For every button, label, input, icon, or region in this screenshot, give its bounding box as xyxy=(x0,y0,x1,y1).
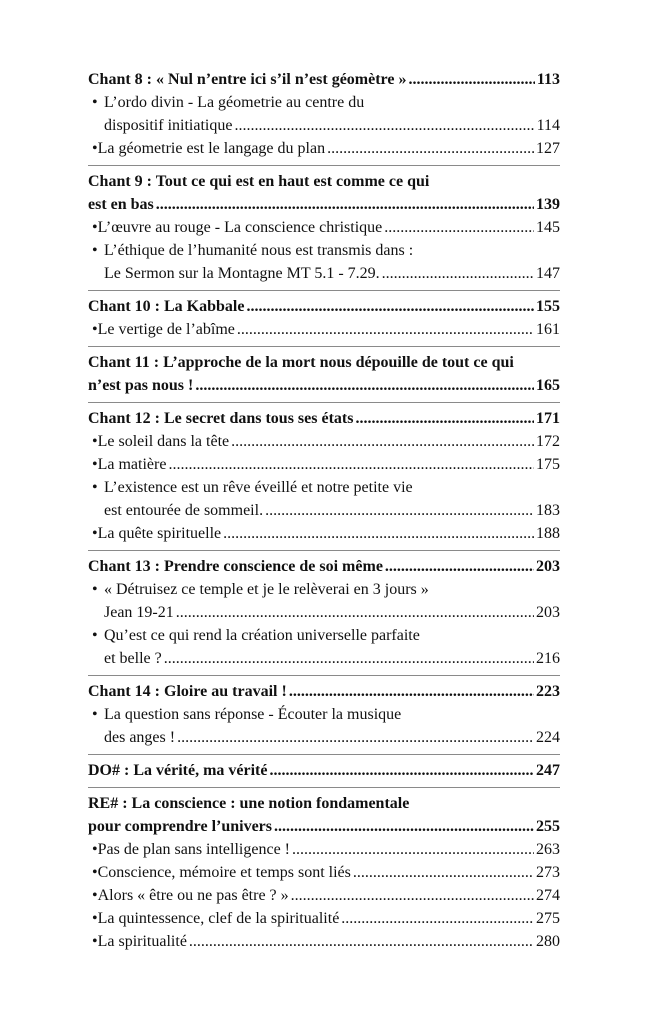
page-number: 273 xyxy=(536,864,560,881)
bullet-icon: • xyxy=(92,94,98,111)
dot-leader xyxy=(177,726,534,749)
page-number: 223 xyxy=(536,683,560,700)
dot-leader xyxy=(269,759,534,782)
page-number: 280 xyxy=(536,933,560,950)
bullet-icon: • xyxy=(92,581,98,598)
dot-leader xyxy=(164,647,534,670)
toc-entry-line xyxy=(92,476,560,499)
chapter-heading-line xyxy=(88,351,560,374)
dot-leader xyxy=(385,555,534,578)
chapter-heading-line xyxy=(88,170,560,193)
section-item xyxy=(88,930,560,953)
bullet-icon: • xyxy=(92,933,98,950)
bullet-icon: • xyxy=(92,140,98,157)
page-number: 274 xyxy=(536,887,560,904)
section-item xyxy=(88,578,560,624)
section-item xyxy=(88,91,560,137)
page-number: 113 xyxy=(536,71,560,88)
section-item xyxy=(88,907,560,930)
dot-leader xyxy=(292,838,534,861)
toc-entry-line xyxy=(92,578,560,601)
bullet-icon: • xyxy=(92,219,98,236)
entry-title: et belle ? xyxy=(104,650,162,667)
dot-leader xyxy=(223,522,534,545)
dot-leader xyxy=(289,680,534,703)
chapter-block xyxy=(88,675,560,754)
bullet-icon: • xyxy=(92,479,98,496)
bullet-icon: • xyxy=(92,321,98,338)
toc-entry-line xyxy=(104,114,560,137)
page-number: 275 xyxy=(536,910,560,927)
entry-title: Chant 8 : « Nul n’entre ici s’il n’est géomètre » xyxy=(88,71,407,88)
toc-entry-line xyxy=(104,262,560,285)
entry-title: Jean 19-21 xyxy=(104,604,174,621)
section-item xyxy=(88,884,560,907)
entry-title: La spiritualité xyxy=(97,933,187,950)
chapter-heading-line xyxy=(88,759,560,782)
chapter-heading-line xyxy=(88,374,560,397)
toc-entry-line xyxy=(92,703,560,726)
entry-title: Chant 9 : Tout ce qui est en haut est comme ce qui xyxy=(88,173,430,190)
entry-title: Alors « être ou ne pas être ? » xyxy=(97,887,289,904)
section-item xyxy=(88,216,560,239)
dot-leader xyxy=(274,815,534,838)
dot-leader xyxy=(234,114,534,137)
toc-entry-line xyxy=(92,930,560,953)
entry-title: des anges ! xyxy=(104,729,176,746)
dot-leader xyxy=(341,907,534,930)
toc-entry-line xyxy=(92,838,560,861)
entry-title: DO# : La vérité, ma vérité xyxy=(88,762,268,779)
bullet-icon: • xyxy=(92,841,98,858)
entry-title: Chant 14 : Gloire au travail ! xyxy=(88,683,287,700)
dot-leader xyxy=(265,499,534,522)
entry-title: Chant 11 : L’approche de la mort nous dépouille de tout ce qui xyxy=(88,354,514,371)
dot-leader xyxy=(246,295,534,318)
entry-title: Chant 13 : Prendre conscience de soi même xyxy=(88,558,383,575)
toc-entry-line xyxy=(92,884,560,907)
dot-leader xyxy=(168,453,534,476)
toc-entry-line xyxy=(92,239,560,262)
entry-title: La matière xyxy=(97,456,167,473)
chapter-heading-line xyxy=(88,792,560,815)
page-number: 147 xyxy=(536,265,560,282)
dot-leader xyxy=(384,216,534,239)
chapter-heading-line xyxy=(88,68,560,91)
dot-leader xyxy=(176,601,534,624)
chapter-heading-line xyxy=(88,295,560,318)
entry-title: Conscience, mémoire et temps sont liés xyxy=(97,864,351,881)
bullet-icon: • xyxy=(92,627,98,644)
bullet-icon: • xyxy=(92,706,98,723)
dot-leader xyxy=(291,884,534,907)
page-number: 224 xyxy=(536,729,560,746)
toc-entry-line xyxy=(92,318,560,341)
section-item xyxy=(88,453,560,476)
page-number: 161 xyxy=(536,321,560,338)
chapter-block xyxy=(88,402,560,550)
chapter-heading-line xyxy=(88,815,560,838)
toc-entry-line xyxy=(104,726,560,749)
bullet-icon: • xyxy=(92,887,98,904)
entry-title: est entourée de sommeil. xyxy=(104,502,264,519)
page-number: 203 xyxy=(536,604,560,621)
section-item xyxy=(88,522,560,545)
entry-title: n’est pas nous ! xyxy=(88,377,194,394)
section-item xyxy=(88,476,560,522)
entry-title: dispositif initiatique xyxy=(104,117,233,134)
entry-title: Le vertige de l’abîme xyxy=(97,321,235,338)
section-item xyxy=(88,430,560,453)
page-number: 155 xyxy=(536,298,560,315)
toc-entry-line xyxy=(92,907,560,930)
section-item xyxy=(88,239,560,285)
section-item xyxy=(88,838,560,861)
bullet-icon: • xyxy=(92,525,98,542)
page-number: 203 xyxy=(536,558,560,575)
entry-title: Chant 10 : La Kabbale xyxy=(88,298,245,315)
dot-leader xyxy=(237,318,534,341)
dot-leader xyxy=(382,262,534,285)
page-number: 255 xyxy=(536,818,560,835)
page-number: 188 xyxy=(536,525,560,542)
toc-entry-line xyxy=(104,499,560,522)
dot-leader xyxy=(327,137,534,160)
dot-leader xyxy=(231,430,534,453)
dot-leader xyxy=(189,930,534,953)
entry-title: pour comprendre l’univers xyxy=(88,818,273,835)
page-number: 127 xyxy=(536,140,560,157)
page-number: 172 xyxy=(536,433,560,450)
chapter-block xyxy=(88,68,560,165)
toc-entry-line xyxy=(92,624,560,647)
entry-title: Le Sermon sur la Montagne MT 5.1 - 7.29. xyxy=(104,265,380,282)
entry-title: Qu’est ce qui rend la création universelle parfaite xyxy=(104,627,420,644)
entry-title: Chant 12 : Le secret dans tous ses états xyxy=(88,410,354,427)
chapter-block xyxy=(88,165,560,290)
chapter-block xyxy=(88,787,560,958)
entry-title: L’existence est un rêve éveillé et notre petite vie xyxy=(104,479,413,496)
toc-entry-line xyxy=(92,861,560,884)
chapter-block xyxy=(88,550,560,675)
entry-title: « Détruisez ce temple et je le relèverai en 3 jours » xyxy=(104,581,429,598)
bullet-icon: • xyxy=(92,910,98,927)
entry-title: L’éthique de l’humanité nous est transmis dans : xyxy=(104,242,414,259)
table-of-contents xyxy=(88,68,560,958)
page-number: 183 xyxy=(536,502,560,519)
bullet-icon: • xyxy=(92,864,98,881)
section-item xyxy=(88,703,560,749)
page-number: 114 xyxy=(536,117,560,134)
page-number: 139 xyxy=(536,196,560,213)
page-number: 165 xyxy=(536,377,560,394)
entry-title: Le soleil dans la tête xyxy=(97,433,230,450)
toc-entry-line xyxy=(92,91,560,114)
toc-entry-line xyxy=(92,137,560,160)
page-number: 247 xyxy=(536,762,560,779)
toc-entry-line xyxy=(92,430,560,453)
entry-title: RE# : La conscience : une notion fondamentale xyxy=(88,795,410,812)
toc-entry-line xyxy=(104,647,560,670)
entry-title: La question sans réponse - Écouter la musique xyxy=(104,706,402,723)
dot-leader xyxy=(195,374,534,397)
page-number: 216 xyxy=(536,650,560,667)
page-number: 263 xyxy=(536,841,560,858)
toc-entry-line xyxy=(92,522,560,545)
entry-title: La quête spirituelle xyxy=(97,525,222,542)
dot-leader xyxy=(156,193,534,216)
section-item xyxy=(88,318,560,341)
dot-leader xyxy=(355,407,534,430)
dot-leader xyxy=(408,68,534,91)
entry-title: La géometrie est le langage du plan xyxy=(97,140,326,157)
entry-title: Pas de plan sans intelligence ! xyxy=(97,841,290,858)
section-item xyxy=(88,861,560,884)
entry-title: L’ordo divin - La géometrie au centre du xyxy=(104,94,365,111)
chapter-heading-line xyxy=(88,193,560,216)
chapter-heading-line xyxy=(88,555,560,578)
dot-leader xyxy=(353,861,534,884)
page-number: 145 xyxy=(536,219,560,236)
toc-entry-line xyxy=(92,216,560,239)
bullet-icon: • xyxy=(92,242,98,259)
bullet-icon: • xyxy=(92,456,98,473)
section-item xyxy=(88,137,560,160)
page-number: 171 xyxy=(536,410,560,427)
entry-title: L’œuvre au rouge - La conscience christique xyxy=(97,219,383,236)
chapter-block xyxy=(88,346,560,402)
bullet-icon: • xyxy=(92,433,98,450)
entry-title: est en bas xyxy=(88,196,154,213)
chapter-heading-line xyxy=(88,680,560,703)
page-number: 175 xyxy=(536,456,560,473)
toc-entry-line xyxy=(92,453,560,476)
entry-title: La quintessence, clef de la spiritualité xyxy=(97,910,340,927)
toc-entry-line xyxy=(104,601,560,624)
chapter-block xyxy=(88,754,560,787)
section-item xyxy=(88,624,560,670)
chapter-block xyxy=(88,290,560,346)
chapter-heading-line xyxy=(88,407,560,430)
